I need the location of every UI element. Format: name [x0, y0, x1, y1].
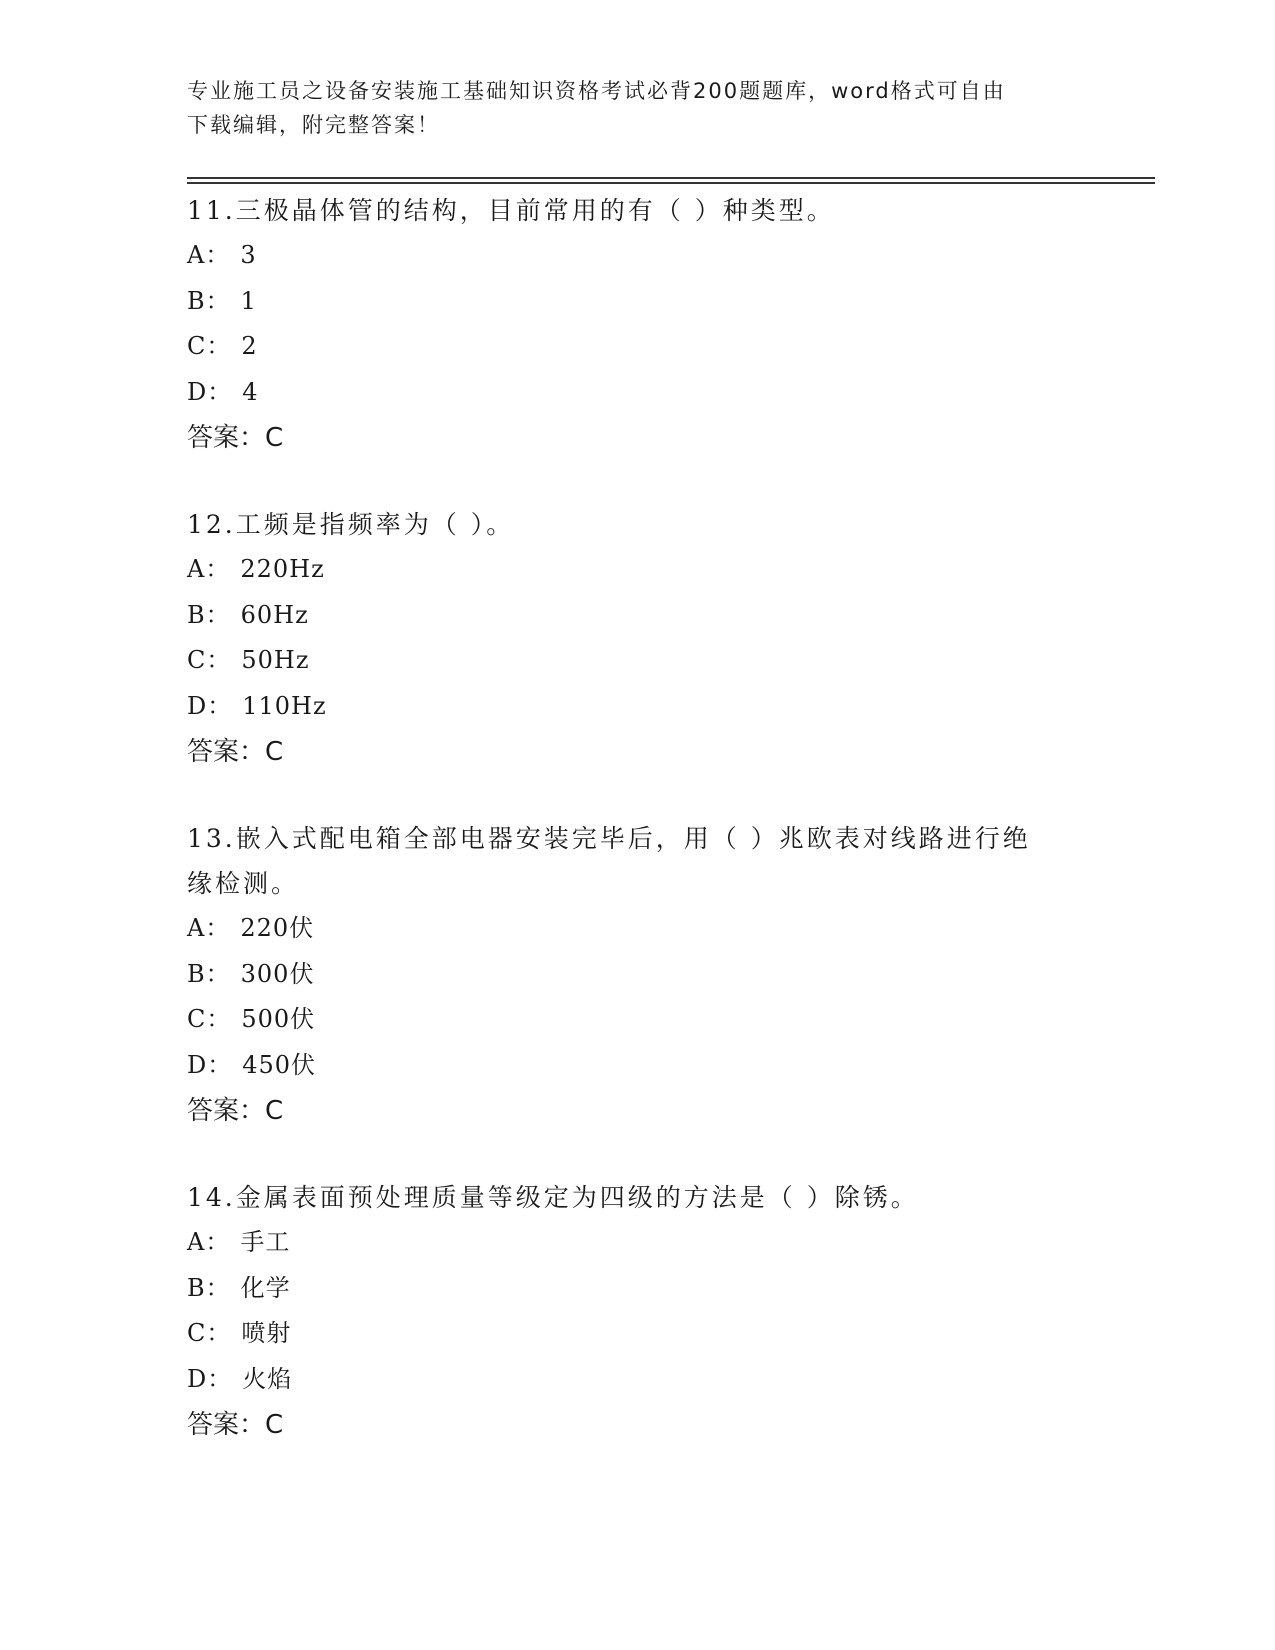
option-b	[187, 1266, 1127, 1312]
option-b	[187, 593, 1127, 639]
option-key: D：	[187, 377, 233, 406]
option-text: 220伏	[240, 914, 315, 942]
header-divider-top	[187, 177, 1155, 179]
option-text: 500伏	[241, 1005, 316, 1033]
header-divider-bottom	[187, 182, 1155, 184]
option-b	[187, 279, 1127, 325]
option-text: 化学	[240, 1273, 291, 1302]
option-a	[187, 1220, 1127, 1266]
option-key: C：	[187, 1005, 232, 1033]
option-key: A：	[187, 555, 231, 583]
option-key: D：	[187, 1050, 233, 1079]
question-12	[187, 502, 1127, 775]
option-c	[187, 1311, 1127, 1357]
option-key: D：	[187, 691, 233, 720]
option-text: 110Hz	[242, 691, 327, 720]
option-text: 220Hz	[240, 555, 325, 583]
question-stem: 11.三极晶体管的结构，目前常用的有（ ）种类型。	[187, 196, 835, 225]
option-text: 3	[240, 241, 257, 269]
option-a	[187, 906, 1127, 952]
answer-line: 答案：C	[187, 737, 284, 767]
option-text: 4	[242, 377, 259, 406]
question-stem: 14.金属表面预处理质量等级定为四级的方法是（ ）除锈。	[187, 1183, 919, 1212]
option-key: C：	[187, 332, 232, 360]
option-b	[187, 952, 1127, 998]
option-key: A：	[187, 1228, 231, 1256]
question-13	[187, 816, 1127, 1134]
option-text: 450伏	[242, 1050, 317, 1079]
option-key: D：	[187, 1364, 233, 1393]
option-text: 喷射	[241, 1319, 292, 1347]
question-list	[187, 188, 1127, 1489]
option-text: 50Hz	[241, 646, 310, 674]
option-key: C：	[187, 646, 232, 674]
option-text: 手工	[240, 1228, 291, 1256]
question-14	[187, 1175, 1127, 1448]
question-11	[187, 188, 1127, 461]
header-title-line-2: 下载编辑，附完整答案！	[187, 113, 440, 137]
option-text: 2	[241, 332, 258, 360]
option-key: B：	[187, 959, 231, 988]
option-text: 300伏	[240, 959, 315, 988]
option-d	[187, 370, 1127, 416]
option-key: C：	[187, 1319, 232, 1347]
option-d	[187, 1043, 1127, 1089]
option-key: B：	[187, 600, 231, 629]
document-header	[187, 74, 1087, 142]
option-text: 1	[240, 286, 257, 315]
answer-line: 答案：C	[187, 423, 284, 453]
question-stem: 12.工频是指频率为（ ）。	[187, 510, 515, 539]
option-c	[187, 638, 1127, 684]
option-a	[187, 233, 1127, 279]
option-d	[187, 1357, 1127, 1403]
option-text: 60Hz	[240, 600, 309, 629]
header-title-line-1: 专业施工员之设备安装施工基础知识资格考试必背200题题库，word格式可自由	[187, 79, 1006, 103]
option-c	[187, 324, 1127, 370]
option-key: B：	[187, 1273, 231, 1302]
option-text: 火焰	[242, 1364, 293, 1393]
answer-line: 答案：C	[187, 1410, 284, 1440]
option-c	[187, 997, 1127, 1043]
option-key: A：	[187, 914, 231, 942]
option-d	[187, 684, 1127, 730]
option-key: A：	[187, 241, 231, 269]
question-stem: 13.嵌入式配电箱全部电器安装完毕后，用（ ）兆欧表对线路进行绝缘检测。	[187, 824, 1031, 898]
option-a	[187, 547, 1127, 593]
answer-line: 答案：C	[187, 1096, 284, 1126]
option-key: B：	[187, 286, 231, 315]
